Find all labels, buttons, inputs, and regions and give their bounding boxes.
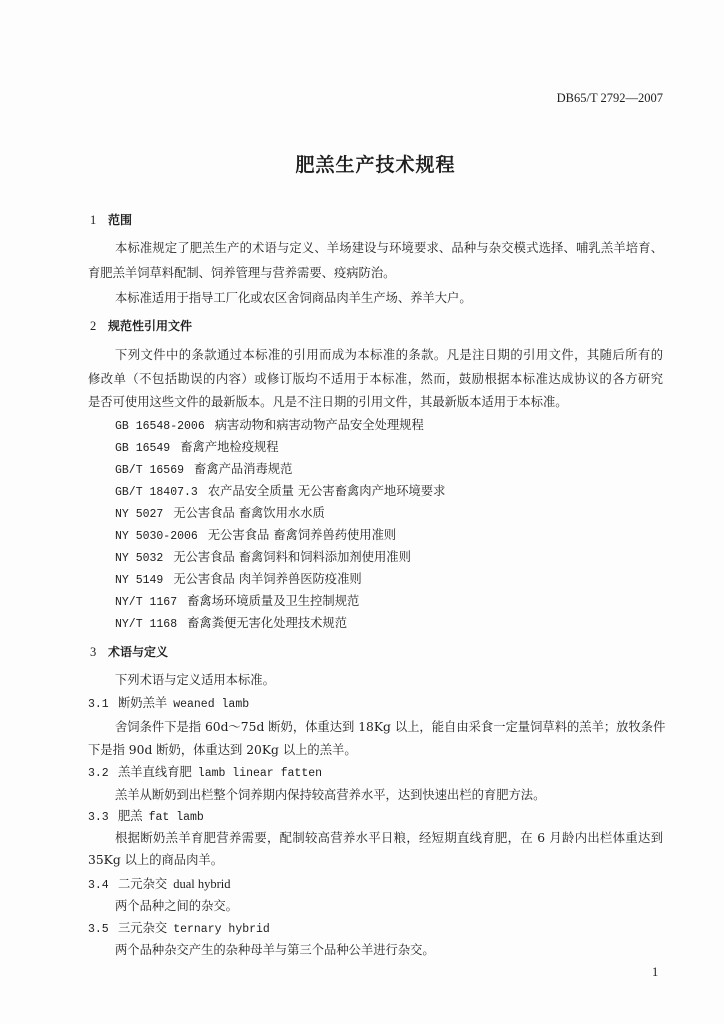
term-number: 3.2: [88, 767, 109, 780]
definition-line: 35Kg 以上的商品肉羊。: [88, 853, 223, 867]
reference-code: NY 5030-2006: [115, 530, 198, 543]
term-english: weaned lamb: [173, 698, 250, 711]
term-heading: [88, 764, 322, 782]
reference-title: 农产品安全质量 无公害畜禽肉产地环境要求: [207, 484, 446, 498]
reference-item: [115, 593, 359, 611]
paragraph-line: 是否可使用这些文件的最新版本。凡是不注日期的引用文件，其最新版本适用于本标准。: [88, 395, 568, 409]
section-number: 2: [90, 319, 97, 333]
definition-line: 两个品种杂交产生的杂种母羊与第三个品种公羊进行杂交。: [115, 943, 435, 957]
reference-item: [115, 549, 411, 567]
reference-code: NY/T 1168: [115, 618, 178, 631]
standard-code: DB65/T 2792—2007: [556, 91, 663, 105]
paragraph-line: 修改单（不包括勘误的内容）或修订版均不适用于本标准，然而，鼓励根据本标准达成协议的各方研究: [88, 372, 663, 386]
term-english: ternary hybrid: [173, 923, 270, 936]
term-english: fat lamb: [148, 811, 204, 824]
reference-code: NY 5032: [115, 552, 164, 565]
reference-code: NY 5027: [115, 508, 164, 521]
section-title: 规范性引用文件: [108, 319, 193, 333]
reference-title: 畜禽粪便无害化处理技术规范: [187, 616, 347, 630]
page-number: 1: [652, 965, 659, 979]
paragraph-line: 本标准规定了肥羔生产的术语与定义、羊场建设与环境要求、品种与杂交模式选择、哺乳羔羊培育、: [115, 241, 663, 255]
term-chinese: 三元杂交: [118, 921, 168, 935]
paragraph-line: 育肥羔羊饲草料配制、饲养管理与营养需要、疫病防治。: [88, 266, 396, 280]
term-chinese: 肥羔: [118, 809, 143, 823]
reference-code: NY/T 1167: [115, 596, 178, 609]
reference-item: [115, 461, 292, 479]
standard-title: 肥羔生产技术规程: [295, 154, 456, 176]
reference-title: 畜禽产地检疫规程: [180, 440, 279, 454]
reference-code: GB 16549: [115, 442, 171, 455]
reference-item: [115, 417, 424, 435]
paragraph-line: 下列术语与定义适用本标准。: [115, 673, 275, 687]
reference-title: 无公害食品 畜禽饮用水水质: [173, 506, 325, 520]
term-heading: [88, 808, 204, 826]
reference-item: [115, 571, 362, 589]
term-number: 3.4: [88, 879, 109, 892]
section-title: 术语与定义: [108, 645, 169, 659]
term-number: 3.1: [88, 698, 109, 711]
paragraph-line: 下列文件中的条款通过本标准的引用而成为本标准的条款。凡是注日期的引用文件，其随后所有的: [115, 348, 663, 362]
section-title: 范围: [108, 213, 133, 227]
definition-line: 两个品种之间的杂交。: [115, 899, 238, 913]
reference-title: 畜禽场环境质量及卫生控制规范: [187, 594, 360, 608]
reference-code: GB 16548-2006: [115, 420, 205, 433]
reference-title: 无公害食品 畜禽饲料和饲料添加剂使用准则: [173, 550, 411, 564]
reference-title: 无公害食品 畜禽饲养兽药使用准则: [207, 528, 397, 542]
reference-item: [115, 505, 325, 523]
reference-code: GB/T 18407.3: [115, 486, 198, 499]
term-english: dual hybrid: [173, 877, 231, 891]
reference-title: 病害动物和病害动物产品安全处理规程: [214, 418, 424, 432]
term-chinese: 二元杂交: [118, 877, 168, 891]
term-number: 3.3: [88, 811, 109, 824]
definition-line: 羔羊从断奶到出栏整个饲养期内保持较高营养水平，达到快速出栏的育肥方法。: [115, 788, 546, 802]
term-english: lamb linear fatten: [197, 767, 323, 780]
definition-line: 根据断奶羔羊育肥营养需要，配制较高营养水平日粮，经短期直线育肥，在 6 月龄内出栏体重达到: [115, 831, 663, 845]
paragraph-line: 本标准适用于指导工厂化或农区舍饲商品肉羊生产场、养羊大户。: [115, 291, 472, 305]
reference-item: [115, 527, 396, 545]
reference-code: NY 5149: [115, 574, 164, 587]
reference-title: 畜禽产品消毒规范: [194, 462, 293, 476]
term-number: 3.5: [88, 923, 109, 936]
reference-item: [115, 615, 347, 633]
reference-item: [115, 439, 279, 457]
section-3-heading: [90, 644, 168, 660]
section-1-heading: [90, 212, 132, 228]
term-heading: [88, 695, 249, 713]
reference-item: [115, 483, 445, 501]
reference-code: GB/T 16569: [115, 464, 185, 477]
section-2-heading: [90, 318, 192, 334]
definition-line: 舍饲条件下是指 60d～75d 断奶，体重达到 18Kg 以上，能自由采食一定量饲草料的羔羊；放牧条件: [115, 720, 666, 734]
section-number: 1: [90, 213, 97, 227]
section-number: 3: [90, 645, 97, 659]
reference-title: 无公害食品 肉羊饲养兽医防疫准则: [173, 572, 362, 586]
term-chinese: 断奶羔羊: [118, 696, 168, 710]
term-heading: [88, 876, 231, 894]
term-heading: [88, 920, 270, 938]
term-chinese: 羔羊直线育肥: [118, 765, 192, 779]
definition-line: 下是指 90d 断奶，体重达到 20Kg 以上的羔羊。: [88, 743, 357, 757]
